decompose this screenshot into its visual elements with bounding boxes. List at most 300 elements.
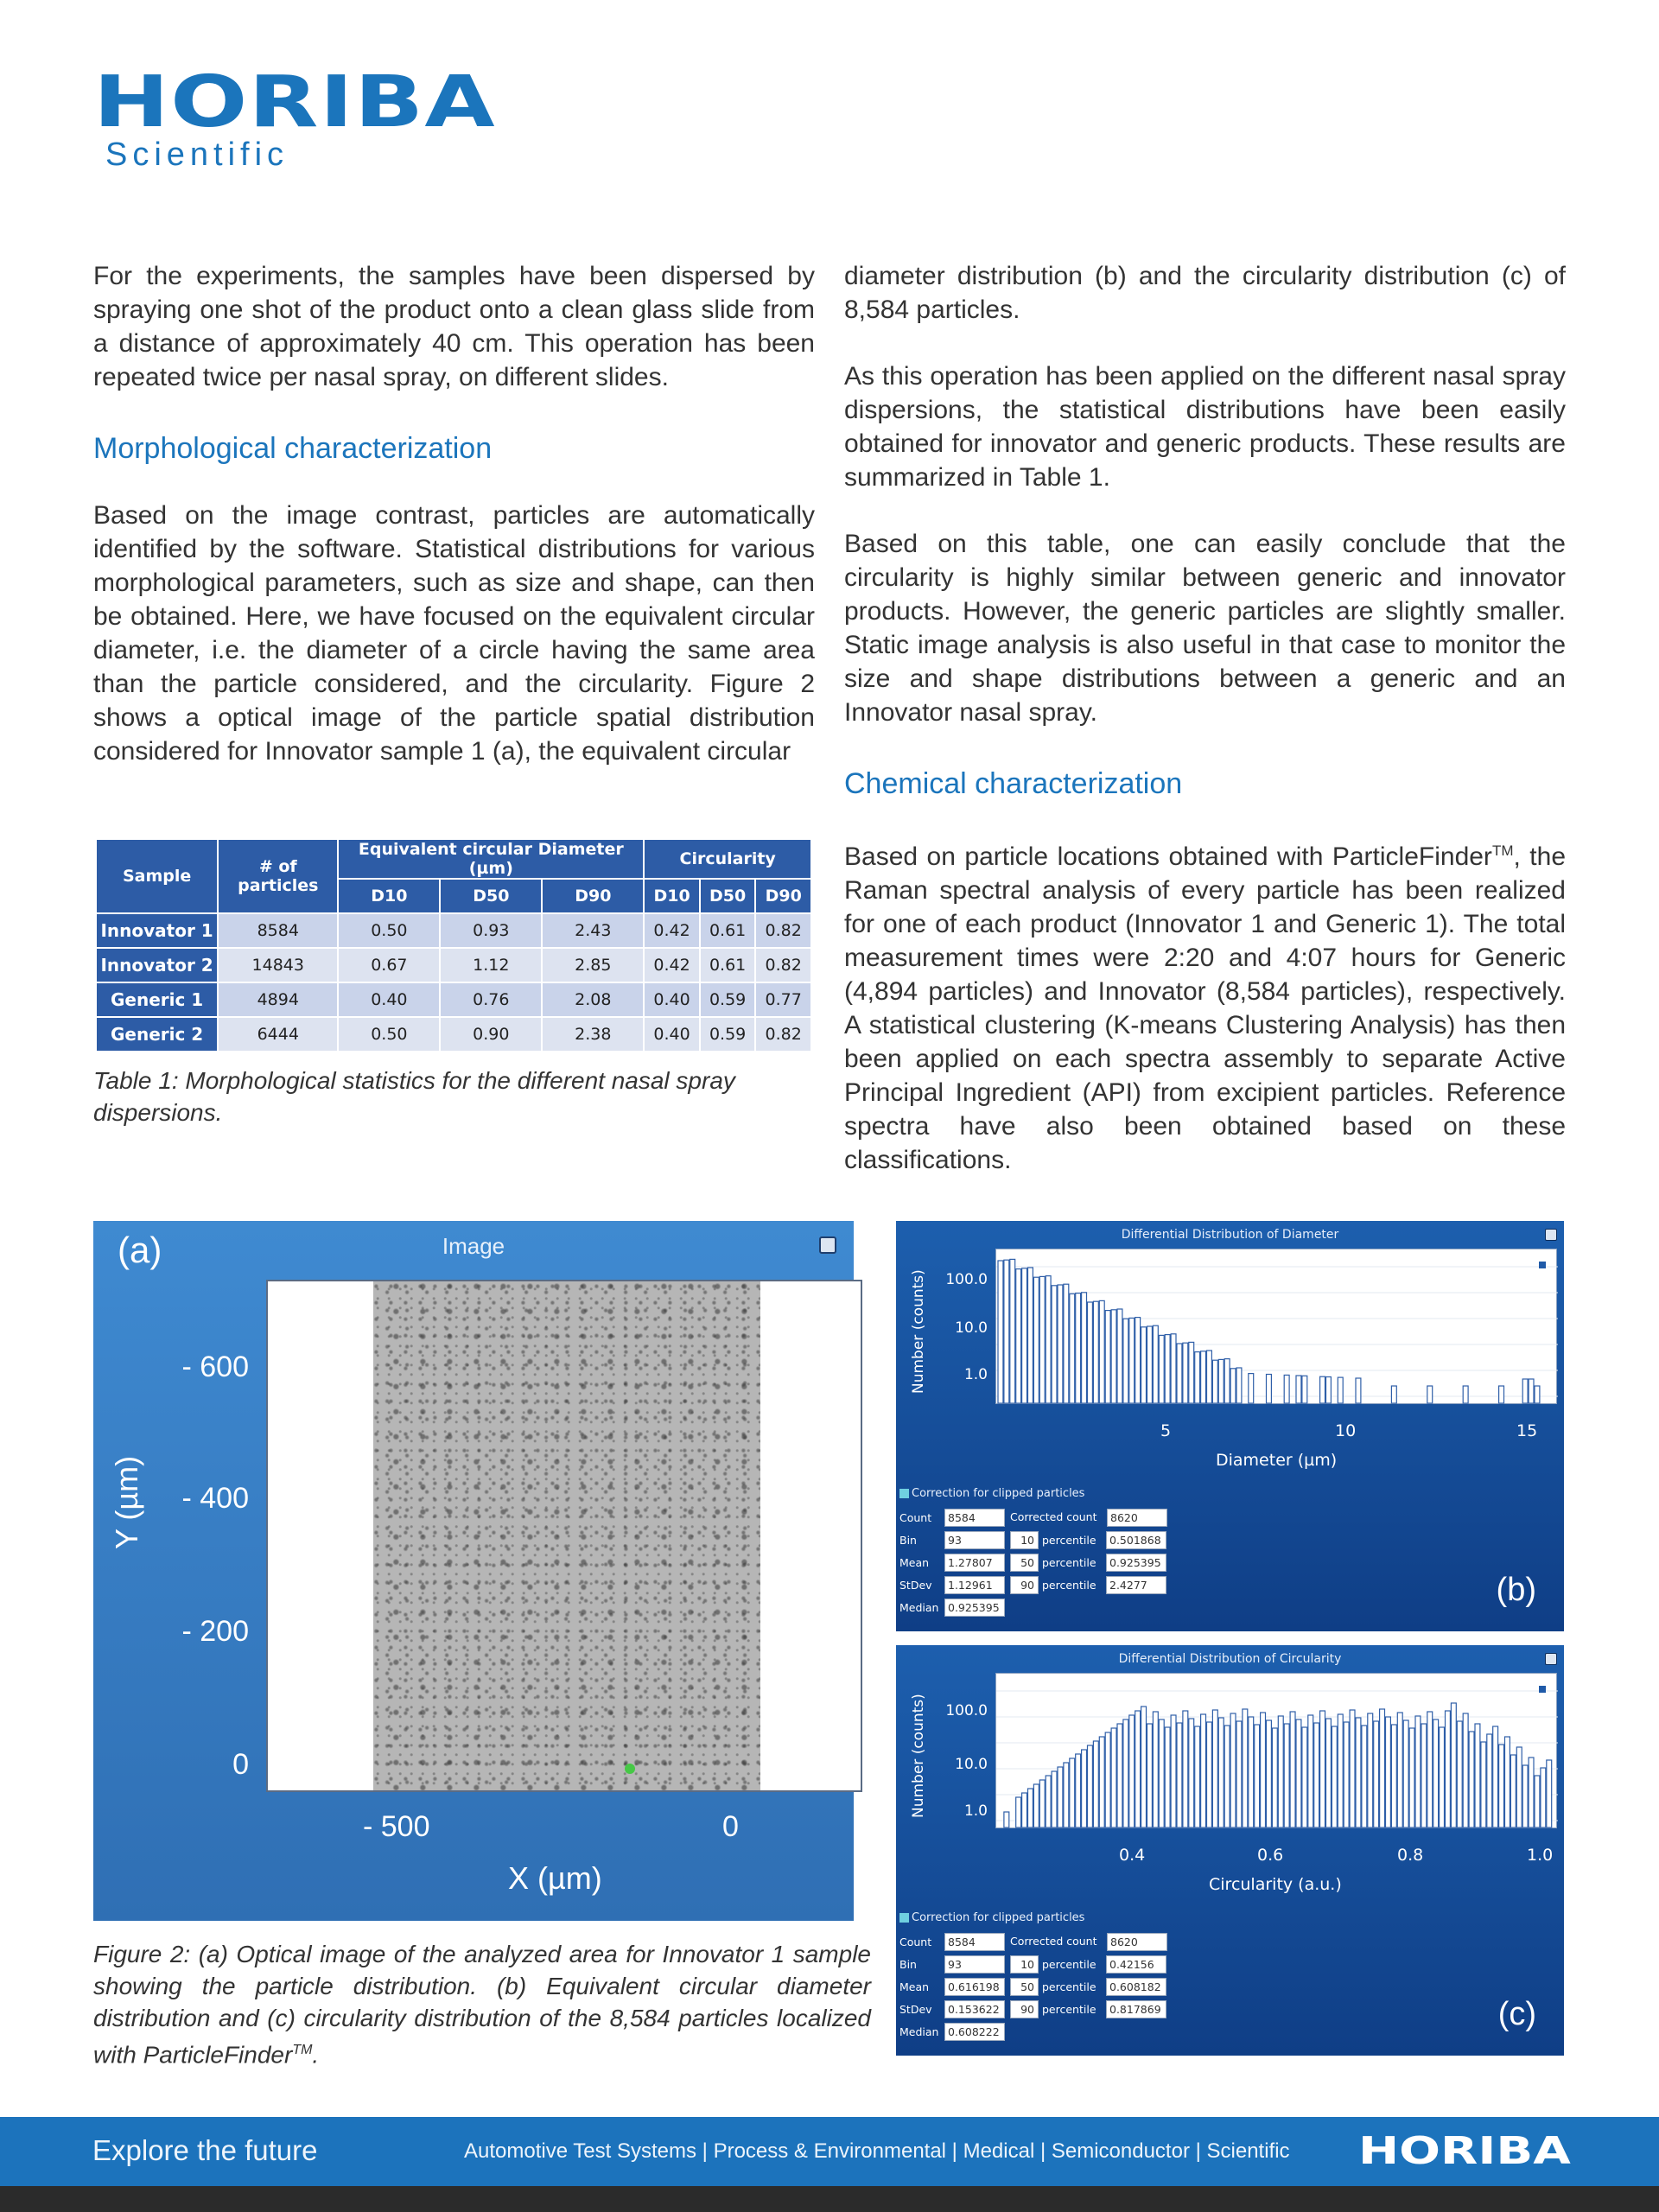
histogram-bar bbox=[1177, 1723, 1182, 1827]
histogram-bar bbox=[1344, 1722, 1349, 1827]
percentile-label: percentile bbox=[1042, 2002, 1096, 2016]
morphological-paragraph: Based on the image contrast, particles are automatically identified by the software. Statistical distributions for various morphological parameters, such as size and shape, can then be obtained. Here, we have focused on the equivalent circular diameter, i.e. the diameter of a circle having the same area than the particle considered, and the circularity. Figure 2 shows a optical image of the particle spatial distribution considered for Innovator sample 1 (a), the equivalent circular bbox=[93, 501, 815, 766]
histogram-bar bbox=[1088, 1745, 1093, 1827]
circularity-histogram bbox=[995, 1673, 1557, 1828]
histogram-bar bbox=[1099, 1300, 1104, 1403]
histogram-bar bbox=[1123, 1719, 1128, 1827]
y-tick: 1.0 bbox=[963, 1802, 988, 1820]
table-row bbox=[96, 982, 811, 1017]
bin-field: 93 bbox=[944, 1955, 1005, 1974]
y-tick: - 400 bbox=[181, 1482, 249, 1515]
corrected-count-label: Corrected count bbox=[1010, 1510, 1097, 1523]
x-tick: 15 bbox=[1516, 1421, 1538, 1440]
histogram-bar bbox=[1183, 1711, 1188, 1827]
stat-label: Bin bbox=[899, 1533, 917, 1547]
figure-caption bbox=[93, 1938, 871, 2070]
stdev-field: 1.12961 bbox=[944, 1576, 1005, 1594]
histogram-bar bbox=[1058, 1767, 1063, 1827]
table-cell: 0.93 bbox=[440, 913, 542, 948]
histogram-bar bbox=[1123, 1319, 1128, 1403]
histogram-bar bbox=[1010, 1259, 1015, 1403]
circularity-histogram-svg bbox=[996, 1674, 1558, 1829]
diameter-histogram-svg bbox=[996, 1249, 1558, 1405]
y-tick: 1.0 bbox=[963, 1366, 988, 1383]
table-cell: 0.40 bbox=[644, 1017, 700, 1052]
histogram-bar bbox=[1284, 1724, 1289, 1827]
histogram-bar bbox=[1356, 1378, 1361, 1403]
histogram-bar bbox=[1302, 1727, 1307, 1827]
table-cell: 0.61 bbox=[700, 948, 756, 982]
histogram-bar bbox=[1028, 1268, 1033, 1403]
histogram-bar bbox=[1391, 1386, 1396, 1403]
th-circ-d50: D50 bbox=[700, 879, 756, 913]
histogram-bar bbox=[1099, 1737, 1104, 1827]
checkbox-icon[interactable] bbox=[899, 1489, 909, 1498]
histogram-bar bbox=[1505, 1737, 1510, 1827]
table-row bbox=[96, 948, 811, 982]
y-axis-label: Number (counts) bbox=[910, 1694, 927, 1818]
histogram-bar bbox=[1082, 1293, 1087, 1403]
percentile-10-field: 10 bbox=[1010, 1531, 1039, 1549]
th-circ-d10: D10 bbox=[644, 879, 700, 913]
histogram-bar bbox=[1171, 1715, 1176, 1827]
x-axis-label: X (µm) bbox=[508, 1860, 602, 1896]
histogram-bar bbox=[1141, 1707, 1147, 1827]
histogram-bar bbox=[1516, 1747, 1522, 1827]
table-cell: 0.59 bbox=[700, 982, 756, 1017]
percentile-label: percentile bbox=[1042, 1555, 1096, 1569]
histogram-bar bbox=[1267, 1720, 1272, 1827]
percentile-label: percentile bbox=[1042, 1578, 1096, 1592]
table-row bbox=[96, 913, 811, 948]
percentile-90-field: 90 bbox=[1010, 2000, 1039, 2018]
marker-square bbox=[1539, 1686, 1546, 1693]
histogram-bar bbox=[1207, 1351, 1212, 1403]
histogram-bar bbox=[1224, 1726, 1230, 1827]
histogram-bar bbox=[1338, 1377, 1343, 1403]
histogram-bar bbox=[1469, 1732, 1474, 1827]
histogram-bar bbox=[1302, 1376, 1307, 1403]
th-count-line2: particles bbox=[238, 876, 319, 895]
marker-square bbox=[1539, 1262, 1546, 1268]
histogram-bar bbox=[1499, 1745, 1504, 1827]
histogram-bar bbox=[1374, 1721, 1379, 1827]
x-tick: 0.8 bbox=[1397, 1846, 1424, 1865]
histogram-bar bbox=[1212, 1360, 1217, 1403]
table-cell: 0.77 bbox=[755, 982, 811, 1017]
histogram-bar bbox=[1481, 1742, 1486, 1827]
figure-b-title: Differential Distribution of Diameter bbox=[1121, 1228, 1339, 1242]
percentile-10-value: 0.42156 bbox=[1106, 1955, 1166, 1974]
stat-label: Mean bbox=[899, 1555, 930, 1569]
table-cell: 0.40 bbox=[338, 982, 440, 1017]
histogram-bar bbox=[1326, 1719, 1332, 1827]
histogram-bar bbox=[1535, 1386, 1540, 1403]
stdev-field: 0.153622 bbox=[944, 2000, 1005, 2018]
histogram-bar bbox=[1296, 1719, 1301, 1827]
figure-caption-end: . bbox=[312, 2041, 320, 2069]
histogram-bar bbox=[1201, 1351, 1206, 1403]
histogram-bar bbox=[1046, 1276, 1051, 1403]
histogram-bar bbox=[1165, 1335, 1170, 1403]
th-count-line1: # of bbox=[258, 857, 297, 876]
histogram-bar bbox=[1064, 1284, 1069, 1403]
histogram-bar bbox=[1153, 1325, 1158, 1403]
y-tick: - 600 bbox=[181, 1351, 249, 1383]
histogram-bar bbox=[1159, 1719, 1164, 1827]
histogram-bar bbox=[1243, 1709, 1248, 1827]
histogram-bar bbox=[1076, 1754, 1081, 1827]
microscope-image bbox=[373, 1281, 760, 1790]
histogram-bar bbox=[1261, 1713, 1266, 1827]
footer-logo: HORIBA bbox=[1358, 2129, 1571, 2173]
table-cell: 0.50 bbox=[338, 913, 440, 948]
bin-field: 93 bbox=[944, 1531, 1005, 1549]
histogram-bar bbox=[1451, 1703, 1456, 1827]
histogram-bar bbox=[1427, 1386, 1433, 1403]
histogram-bar bbox=[1117, 1724, 1122, 1827]
table-cell: 8584 bbox=[218, 913, 338, 948]
corrected-count-label: Corrected count bbox=[1010, 1934, 1097, 1948]
histogram-bar bbox=[1278, 1716, 1283, 1827]
histogram-bar bbox=[1314, 1723, 1319, 1827]
th-circ-d90: D90 bbox=[755, 879, 811, 913]
histogram-bar bbox=[1350, 1710, 1355, 1827]
histogram-bar bbox=[1529, 1379, 1534, 1403]
horiba-logo bbox=[93, 61, 496, 174]
histogram-bar bbox=[1105, 1311, 1110, 1403]
count-field: 8584 bbox=[944, 1509, 1005, 1527]
table-cell: 2.38 bbox=[542, 1017, 644, 1052]
chemical-paragraph bbox=[844, 834, 1566, 1177]
stat-label: StDev bbox=[899, 1578, 932, 1592]
percentile-50-field: 50 bbox=[1010, 1554, 1039, 1572]
histogram-bar bbox=[1541, 1768, 1546, 1827]
histogram-bar bbox=[1440, 1727, 1445, 1827]
intro-paragraph: For the experiments, the samples have been dispersed by spraying one shot of the product onto a clean glass slide from a distance of approximately 40 cm. This operation has been repeated twice per nasal spray, on different slides. bbox=[93, 262, 815, 391]
histogram-bar bbox=[1230, 1713, 1236, 1827]
table-cell: 2.43 bbox=[542, 913, 644, 948]
histogram-bar bbox=[1159, 1335, 1164, 1403]
histogram-bar bbox=[1249, 1717, 1254, 1827]
legend-label: Correction for clipped particles bbox=[912, 1487, 1085, 1500]
figure-a-plot-area bbox=[266, 1280, 862, 1792]
histogram-bar bbox=[1201, 1714, 1206, 1827]
table-cell: Innovator 1 bbox=[96, 913, 218, 948]
chemical-heading: Chemical characterization bbox=[844, 767, 1183, 800]
histogram-bar bbox=[1463, 1713, 1468, 1827]
table-cell: 0.59 bbox=[700, 1017, 756, 1052]
histogram-bar bbox=[1326, 1377, 1332, 1404]
histogram-bar bbox=[1039, 1276, 1045, 1403]
histogram-bar bbox=[1046, 1776, 1051, 1827]
histogram-bar bbox=[1249, 1374, 1254, 1403]
histogram-bar bbox=[1446, 1711, 1451, 1827]
stat-label: Bin bbox=[899, 1957, 917, 1971]
mean-field: 0.616198 bbox=[944, 1978, 1005, 1996]
figure-a-label: (a) bbox=[118, 1230, 162, 1270]
histogram-bar bbox=[1403, 1720, 1408, 1827]
percentile-10-value: 0.501868 bbox=[1106, 1531, 1166, 1549]
table-cell: 1.12 bbox=[440, 948, 542, 982]
percentile-50-field: 50 bbox=[1010, 1978, 1039, 1996]
x-tick: 5 bbox=[1160, 1421, 1172, 1440]
histogram-bar bbox=[1272, 1728, 1277, 1827]
th-ecd: Equivalent circular Diameter (µm) bbox=[338, 839, 644, 879]
table-cell: 4894 bbox=[218, 982, 338, 1017]
x-tick: 1.0 bbox=[1527, 1846, 1554, 1865]
histogram-bar bbox=[1195, 1352, 1200, 1403]
table-caption: Table 1: Morphological statistics for the different nasal spray dispersions. bbox=[93, 1067, 735, 1126]
histogram-bar bbox=[1016, 1269, 1021, 1403]
stat-label: StDev bbox=[899, 2002, 932, 2016]
corrected-count-field: 8620 bbox=[1107, 1509, 1167, 1527]
clipped-correction-legend[interactable] bbox=[899, 1911, 1084, 1924]
histogram-bar bbox=[1016, 1797, 1021, 1827]
histogram-bar bbox=[1463, 1386, 1468, 1403]
clipped-correction-legend[interactable] bbox=[899, 1487, 1084, 1500]
corrected-count-field: 8620 bbox=[1107, 1933, 1167, 1951]
table-cell: 0.40 bbox=[644, 982, 700, 1017]
logo-subtitle: Scientific bbox=[105, 137, 289, 173]
stat-label: Median bbox=[899, 2024, 939, 2038]
histogram-bar bbox=[1022, 1268, 1027, 1403]
histogram-bar bbox=[1499, 1386, 1504, 1403]
y-tick: 0 bbox=[232, 1748, 249, 1781]
chemical-paragraph-end: , the Raman spectral analysis of every particle has been realized for one of each product (Innovator 1 and Generic 1). The total measurement times were 2:20 and 4:07 hours for Generic (4,894 particles) and Innovator (8,584 particles), respectively. A statistical clustering (K-means Clustering Analysis) has then been applied on each spectra assembly to separate Active Principal Ingredient (API) from excipient particles. Reference spectra have also been obtained based on these classifications. bbox=[844, 842, 1566, 1174]
histogram-bar bbox=[1368, 1713, 1373, 1827]
histogram-bar bbox=[1093, 1301, 1098, 1403]
percentile-90-value: 0.817869 bbox=[1106, 2000, 1166, 2018]
table-cell: 0.82 bbox=[755, 948, 811, 982]
histogram-bar bbox=[1052, 1286, 1057, 1403]
histogram-bar bbox=[1153, 1712, 1158, 1827]
histogram-bar bbox=[1320, 1376, 1325, 1403]
table-cell: 0.82 bbox=[755, 913, 811, 948]
histogram-bar bbox=[1028, 1789, 1033, 1827]
histogram-bar bbox=[1332, 1726, 1337, 1827]
x-tick: 0 bbox=[722, 1810, 739, 1843]
y-tick: 100.0 bbox=[945, 1271, 988, 1288]
x-tick: 0.4 bbox=[1119, 1846, 1146, 1865]
footer-bar bbox=[0, 2117, 1659, 2186]
histogram-bar bbox=[1236, 1721, 1242, 1827]
figure-b-letter: (b) bbox=[1496, 1572, 1536, 1608]
mean-field: 1.27807 bbox=[944, 1554, 1005, 1572]
trademark: TM bbox=[1491, 842, 1514, 859]
table-cell: 6444 bbox=[218, 1017, 338, 1052]
histogram-bar bbox=[1195, 1726, 1200, 1827]
table-cell: 2.08 bbox=[542, 982, 644, 1017]
checkbox-icon[interactable] bbox=[899, 1913, 909, 1923]
minimize-icon[interactable] bbox=[819, 1236, 836, 1254]
histogram-bar bbox=[1535, 1776, 1540, 1827]
histogram-bar bbox=[1547, 1760, 1552, 1827]
histogram-bar bbox=[1117, 1309, 1122, 1403]
stat-label: Count bbox=[899, 1935, 932, 1948]
chemical-paragraph-start: Based on particle locations obtained with ParticleFinder bbox=[844, 842, 1492, 871]
count-field: 8584 bbox=[944, 1933, 1005, 1951]
histogram-bar bbox=[1529, 1758, 1534, 1827]
histogram-bar bbox=[1183, 1343, 1188, 1403]
table-cell: 0.76 bbox=[440, 982, 542, 1017]
logo-brand: HORIBA bbox=[93, 61, 496, 143]
histogram-bar bbox=[1004, 1812, 1009, 1827]
percentile-label: percentile bbox=[1042, 1957, 1096, 1971]
table-cell: 0.67 bbox=[338, 948, 440, 982]
stat-label: Mean bbox=[899, 1980, 930, 1993]
histogram-bar bbox=[1022, 1793, 1027, 1827]
histogram-bar bbox=[1284, 1375, 1289, 1403]
histogram-bar bbox=[1427, 1712, 1433, 1827]
median-field: 0.925395 bbox=[944, 1599, 1005, 1617]
histogram-bar bbox=[1255, 1725, 1260, 1827]
histogram-bar bbox=[1415, 1716, 1421, 1827]
histogram-bar bbox=[1147, 1326, 1153, 1403]
diameter-stats bbox=[899, 1506, 1167, 1618]
histogram-bar bbox=[1487, 1734, 1492, 1827]
percentile-50-value: 0.608182 bbox=[1106, 1978, 1166, 1996]
histogram-bar bbox=[1475, 1724, 1480, 1827]
stat-label: Count bbox=[899, 1510, 932, 1524]
histogram-bar bbox=[1267, 1375, 1272, 1404]
percentile-label: percentile bbox=[1042, 1533, 1096, 1547]
histogram-bar bbox=[1171, 1334, 1176, 1403]
th-sample: Sample bbox=[96, 839, 218, 913]
table-cell: 0.61 bbox=[700, 913, 756, 948]
bottom-strip bbox=[0, 2186, 1659, 2212]
table-cell: 14843 bbox=[218, 948, 338, 982]
y-tick: 10.0 bbox=[955, 1319, 988, 1337]
histogram-bar bbox=[1457, 1721, 1462, 1827]
figure-c-title: Differential Distribution of Circularity bbox=[1118, 1652, 1342, 1666]
histogram-bar bbox=[1320, 1711, 1325, 1827]
circularity-stats bbox=[899, 1930, 1167, 2043]
histogram-bar bbox=[1111, 1310, 1116, 1403]
right-paragraph-3: Based on this table, one can easily conclude that the circularity is highly similar between generic and innovator products. However, the generic particles are slightly smaller. Static image analysis is also useful in that case to monitor the size and shape distributions between a generic and an Innovator nasal spray. bbox=[844, 530, 1566, 727]
histogram-bar bbox=[1064, 1763, 1069, 1827]
table-cell: Generic 1 bbox=[96, 982, 218, 1017]
stat-label: Median bbox=[899, 1600, 939, 1614]
histogram-bar bbox=[1290, 1712, 1295, 1827]
minimize-icon[interactable] bbox=[1545, 1229, 1557, 1241]
footer-tagline: Explore the future bbox=[92, 2134, 318, 2166]
right-column bbox=[844, 259, 1566, 1177]
histogram-bar bbox=[1105, 1732, 1110, 1827]
y-tick: 10.0 bbox=[955, 1756, 988, 1773]
figure-c-letter: (c) bbox=[1497, 1996, 1536, 2032]
figure-b-diameter-panel bbox=[896, 1221, 1564, 1631]
histogram-bar bbox=[1386, 1717, 1391, 1827]
y-axis-label: Y (µm) bbox=[109, 1455, 144, 1549]
y-axis-label: Number (counts) bbox=[910, 1269, 927, 1394]
histogram-bar bbox=[1207, 1722, 1212, 1827]
percentile-10-field: 10 bbox=[1010, 1955, 1039, 1974]
histogram-bar bbox=[1147, 1724, 1153, 1827]
morphology-table bbox=[95, 838, 812, 1052]
histogram-bar bbox=[1362, 1726, 1367, 1827]
marker-dot bbox=[625, 1764, 635, 1774]
table-cell: 0.90 bbox=[440, 1017, 542, 1052]
table-cell: 0.50 bbox=[338, 1017, 440, 1052]
th-ecd-d10: D10 bbox=[338, 879, 440, 913]
histogram-bar bbox=[1141, 1327, 1147, 1403]
diameter-histogram bbox=[995, 1249, 1557, 1404]
histogram-bar bbox=[1129, 1318, 1135, 1403]
histogram-bar bbox=[1033, 1784, 1039, 1827]
table-cell: 0.42 bbox=[644, 948, 700, 982]
table-row bbox=[96, 1017, 811, 1052]
percentile-90-value: 2.4277 bbox=[1106, 1576, 1166, 1594]
histogram-bar bbox=[1039, 1780, 1045, 1827]
legend-label: Correction for clipped particles bbox=[912, 1911, 1085, 1924]
histogram-bar bbox=[1510, 1755, 1516, 1827]
histogram-bar bbox=[1076, 1294, 1081, 1403]
histogram-bar bbox=[1421, 1724, 1427, 1827]
histogram-bar bbox=[1522, 1765, 1528, 1827]
x-tick: 0.6 bbox=[1257, 1846, 1284, 1865]
x-tick: 10 bbox=[1335, 1421, 1357, 1440]
histogram-bar bbox=[1111, 1728, 1116, 1827]
table-cell: Generic 2 bbox=[96, 1017, 218, 1052]
table-cell: 0.82 bbox=[755, 1017, 811, 1052]
histogram-bar bbox=[1218, 1718, 1224, 1827]
histogram-bar bbox=[1308, 1715, 1313, 1827]
median-field: 0.608222 bbox=[944, 2023, 1005, 2041]
histogram-bar bbox=[1391, 1725, 1396, 1827]
histogram-bar bbox=[1135, 1711, 1141, 1827]
y-tick: - 200 bbox=[181, 1615, 249, 1648]
histogram-bar bbox=[1338, 1714, 1343, 1827]
histogram-bar bbox=[1093, 1741, 1098, 1827]
histogram-bar bbox=[1296, 1376, 1301, 1403]
histogram-bar bbox=[1409, 1728, 1414, 1827]
histogram-bar bbox=[1070, 1758, 1075, 1827]
morphological-heading: Morphological characterization bbox=[93, 432, 493, 465]
percentile-90-field: 90 bbox=[1010, 1576, 1039, 1594]
th-ecd-d50: D50 bbox=[440, 879, 542, 913]
histogram-bar bbox=[1135, 1318, 1141, 1403]
footer-categories: Automotive Test Systems | Process & Environmental | Medical | Semiconductor | Scientific bbox=[464, 2139, 1290, 2163]
histogram-bar bbox=[1052, 1771, 1057, 1827]
figure-caption-trademark: TM bbox=[292, 2043, 313, 2057]
figure-a-title: Image bbox=[442, 1233, 505, 1259]
histogram-bar bbox=[1397, 1713, 1402, 1827]
th-count bbox=[218, 839, 338, 913]
right-paragraph-2: As this operation has been applied on the different nasal spray dispersions, the statistical distributions have been easily obtained for innovator and generic products. These results are summarized in Table 1. bbox=[844, 362, 1566, 492]
histogram-bar bbox=[1070, 1294, 1075, 1403]
histogram-bar bbox=[1380, 1709, 1385, 1827]
table-cell: 2.85 bbox=[542, 948, 644, 982]
figure-c-circularity-panel bbox=[896, 1645, 1564, 2056]
figure-a-image-panel bbox=[93, 1221, 854, 1921]
histogram-bar bbox=[1033, 1277, 1039, 1403]
histogram-bar bbox=[998, 1261, 1003, 1403]
percentile-50-value: 0.925395 bbox=[1106, 1554, 1166, 1572]
table-cell: 0.42 bbox=[644, 913, 700, 948]
figure-caption-text: Figure 2: (a) Optical image of the analyzed area for Innovator 1 sample showing the particle distribution. (b) Equivalent circular diameter distribution and (c) circularity distribution of the 8,584 particles localized with ParticleFinder bbox=[93, 1941, 871, 2069]
histogram-bar bbox=[1433, 1719, 1439, 1827]
histogram-bar bbox=[1058, 1285, 1063, 1403]
histogram-bar bbox=[1165, 1727, 1170, 1827]
right-paragraph-1: diameter distribution (b) and the circularity distribution (c) of 8,584 particles. bbox=[844, 262, 1566, 324]
minimize-icon[interactable] bbox=[1545, 1653, 1557, 1665]
histogram-bar bbox=[1088, 1302, 1093, 1403]
histogram-bar bbox=[1004, 1260, 1009, 1403]
histogram-bar bbox=[1224, 1359, 1230, 1403]
histogram-bar bbox=[1082, 1750, 1087, 1827]
histogram-bar bbox=[1236, 1368, 1242, 1403]
